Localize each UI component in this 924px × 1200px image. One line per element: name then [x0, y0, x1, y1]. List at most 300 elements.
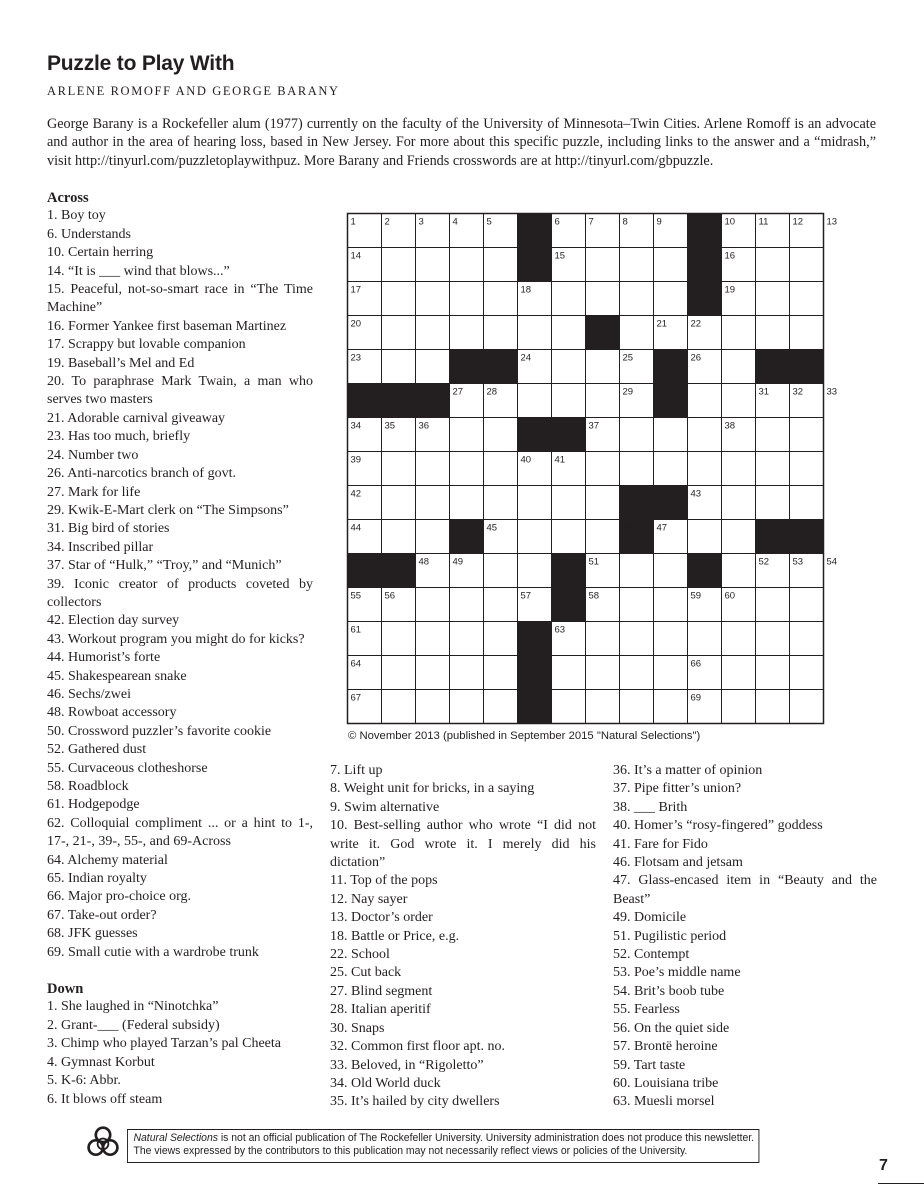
grid-cell[interactable] — [484, 316, 518, 350]
cell-number: 22 — [690, 318, 702, 330]
cell-number: 24 — [520, 352, 532, 364]
grid-cell[interactable] — [450, 248, 484, 282]
grid-cell[interactable] — [450, 418, 484, 452]
clue-item: 37. Pipe fitter’s union? — [613, 781, 742, 797]
grid-cell[interactable] — [586, 656, 620, 690]
grid-cell[interactable] — [756, 248, 790, 282]
grid-cell[interactable] — [484, 418, 518, 452]
cell-number: 66 — [690, 658, 702, 670]
grid-block — [552, 418, 586, 452]
crossword-grid[interactable] — [346, 212, 860, 726]
cell-number: 57 — [520, 590, 532, 602]
cell-number: 58 — [588, 590, 600, 602]
grid-cell[interactable] — [382, 622, 416, 656]
grid-cell[interactable] — [450, 588, 484, 622]
grid-cell[interactable] — [382, 520, 416, 554]
grid-cell[interactable] — [756, 418, 790, 452]
clue-item: 54. Brit’s boob tube — [613, 983, 725, 999]
grid-block — [790, 520, 824, 554]
clue-item: 57. Brontë heroine — [613, 1039, 718, 1055]
clues-column-3 — [613, 762, 877, 1112]
clue-item: 68. JFK guesses — [47, 926, 138, 942]
cell-number: 14 — [350, 250, 362, 262]
grid-cell[interactable] — [552, 656, 586, 690]
clue-item: 29. Kwik-E-Mart clerk on “The Simpsons” — [47, 502, 289, 518]
grid-cell[interactable] — [450, 282, 484, 316]
down-clue-list — [47, 998, 313, 1108]
grid-cell[interactable] — [484, 486, 518, 520]
grid-cell[interactable] — [790, 418, 824, 452]
grid-cell[interactable] — [620, 690, 654, 724]
clue-item: 50. Crossword puzzler’s favorite cookie — [47, 723, 272, 739]
clue-item: 1. She laughed in “Ninotchka” — [47, 999, 219, 1015]
grid-cell[interactable] — [688, 384, 722, 418]
cell-number: 59 — [690, 590, 702, 602]
clue-item: 21. Adorable carnival giveaway — [47, 410, 226, 426]
grid-cell[interactable] — [756, 622, 790, 656]
grid-cell[interactable] — [382, 690, 416, 724]
clue-item: 8. Weight unit for bricks, in a saying — [330, 781, 535, 797]
grid-cell[interactable] — [654, 588, 688, 622]
grid-cell[interactable] — [756, 282, 790, 316]
grid-cell[interactable] — [722, 554, 756, 588]
disclaimer-line-1: is not an official publication of The Rockefeller University. University administration does not produce this newsletter. — [217, 1132, 755, 1144]
grid-cell[interactable] — [450, 656, 484, 690]
cell-number: 15 — [554, 250, 566, 262]
clue-item: 15. Peaceful, not-so-smart race in “The Time Machine” — [47, 282, 313, 316]
clue-item: 69. Small cutie with a wardrobe trunk — [47, 944, 259, 960]
clue-item: 37. Star of “Hulk,” “Troy,” and “Munich” — [47, 558, 282, 574]
page-rule — [878, 1183, 924, 1184]
grid-block — [382, 384, 416, 418]
cell-number: 47 — [656, 522, 668, 534]
grid-cell[interactable] — [620, 316, 654, 350]
cell-number: 28 — [486, 386, 498, 398]
cell-number: 31 — [758, 386, 770, 398]
grid-cell[interactable] — [620, 656, 654, 690]
clue-item: 45. Shakespearean snake — [47, 668, 187, 684]
grid-cell[interactable] — [790, 486, 824, 520]
clue-item: 19. Baseball’s Mel and Ed — [47, 355, 195, 371]
clue-item: 10. Certain herring — [47, 245, 154, 261]
grid-cell[interactable] — [790, 690, 824, 724]
down-heading: Down — [47, 981, 84, 998]
cell-number: 42 — [350, 488, 362, 500]
clue-item: 60. Louisiana tribe — [613, 1075, 719, 1091]
clue-item: 18. Battle or Price, e.g. — [330, 928, 460, 944]
clue-item: 56. On the quiet side — [613, 1020, 730, 1036]
clue-item: 11. Top of the pops — [330, 873, 438, 889]
clue-item: 63. Muesli morsel — [613, 1094, 715, 1110]
cell-number: 11 — [758, 216, 769, 228]
grid-cell[interactable] — [654, 690, 688, 724]
cell-number: 35 — [384, 420, 396, 432]
cell-number: 13 — [826, 216, 838, 228]
grid-cell[interactable] — [382, 486, 416, 520]
grid-cell[interactable] — [382, 350, 416, 384]
grid-block — [518, 418, 552, 452]
cell-number: 69 — [690, 692, 702, 704]
grid-block — [518, 214, 552, 248]
cell-number: 52 — [758, 556, 770, 568]
biohazard-icon — [85, 1125, 121, 1161]
grid-block — [484, 350, 518, 384]
clue-item: 32. Common first floor apt. no. — [330, 1039, 505, 1055]
grid-cell[interactable] — [722, 384, 756, 418]
grid-block — [756, 520, 790, 554]
grid-cell[interactable] — [790, 656, 824, 690]
grid-cell[interactable] — [382, 656, 416, 690]
grid-cell[interactable] — [382, 316, 416, 350]
clue-item: 36. It’s a matter of opinion — [613, 763, 763, 778]
grid-cell[interactable] — [416, 656, 450, 690]
cell-number: 62 — [520, 624, 532, 636]
grid-block — [654, 350, 688, 384]
clue-item: 10. Best-selling author who wrote “I did not write it. God wrote it. I merely did his dictation” — [330, 818, 596, 871]
clue-item: 34. Inscribed pillar — [47, 539, 154, 555]
grid-cell[interactable] — [756, 452, 790, 486]
grid-cell[interactable] — [416, 282, 450, 316]
grid-cell[interactable] — [416, 248, 450, 282]
cell-number: 17 — [350, 284, 362, 296]
cell-number: 68 — [520, 692, 532, 704]
cell-number: 18 — [520, 284, 532, 296]
clue-item: 65. Indian royalty — [47, 871, 147, 887]
grid-cell[interactable] — [586, 248, 620, 282]
cell-number: 29 — [622, 386, 634, 398]
cell-number: 49 — [452, 556, 464, 568]
cell-number: 27 — [452, 386, 464, 398]
cell-number: 2 — [384, 216, 390, 228]
clues-column-1 — [47, 189, 313, 1109]
grid-cell[interactable] — [552, 520, 586, 554]
grid-block — [790, 350, 824, 384]
grid-cell[interactable] — [688, 622, 722, 656]
cell-number: 26 — [690, 352, 702, 364]
grid-block — [586, 316, 620, 350]
grid-cell[interactable] — [756, 588, 790, 622]
grid-cell[interactable] — [654, 452, 688, 486]
clue-item: 38. ___ Brith — [613, 799, 688, 815]
grid-cell[interactable] — [654, 622, 688, 656]
clue-item: 55. Curvaceous clotheshorse — [47, 760, 208, 776]
grid-cell[interactable] — [620, 554, 654, 588]
disclaimer-line-2: The views expressed by the contributors to this publication may not necessarily reflect views or policies of the University. — [133, 1144, 688, 1157]
cell-number: 12 — [792, 216, 804, 228]
grid-block — [348, 554, 382, 588]
clue-item: 22. School — [330, 947, 390, 963]
clue-item: 62. Colloquial compliment ... or a hint to 1-, 17-, 21-, 39-, 55-, and 69-Across — [47, 815, 313, 850]
page-number: 7 — [879, 1157, 888, 1174]
grid-cell[interactable] — [790, 248, 824, 282]
clue-item: 40. Homer’s “rosy-fingered” goddess — [613, 818, 823, 834]
grid-cell[interactable] — [518, 384, 552, 418]
cell-number: 67 — [350, 692, 362, 704]
grid-cell[interactable] — [552, 486, 586, 520]
grid-cell[interactable] — [450, 622, 484, 656]
grid-cell[interactable] — [416, 452, 450, 486]
grid-cell[interactable] — [586, 690, 620, 724]
grid-cell[interactable] — [484, 554, 518, 588]
grid-cell[interactable] — [416, 350, 450, 384]
cell-number: 6 — [554, 216, 560, 228]
cell-number: 55 — [350, 590, 362, 602]
grid-block — [450, 520, 484, 554]
clue-item: 2. Grant-___ (Federal subsidy) — [47, 1017, 220, 1033]
grid-cell[interactable] — [450, 316, 484, 350]
clue-item: 7. Lift up — [330, 763, 383, 778]
grid-block — [688, 282, 722, 316]
grid-cell[interactable] — [722, 316, 756, 350]
grid-cell[interactable] — [790, 282, 824, 316]
grid-block — [450, 350, 484, 384]
cell-number: 41 — [554, 454, 566, 466]
grid-cell[interactable] — [620, 622, 654, 656]
cell-number: 46 — [622, 522, 634, 534]
grid-cell[interactable] — [416, 316, 450, 350]
grid-cell[interactable] — [756, 316, 790, 350]
grid-cell[interactable] — [586, 622, 620, 656]
clue-item: 64. Alchemy material — [47, 852, 168, 868]
grid-cell[interactable] — [416, 486, 450, 520]
clue-item: 34. Old World duck — [330, 1075, 441, 1091]
grid-cell[interactable] — [722, 520, 756, 554]
clue-item: 43. Workout program you might do for kicks? — [47, 631, 305, 647]
clue-item: 27. Mark for life — [47, 484, 141, 500]
grid-block — [416, 384, 450, 418]
clue-item: 9. Swim alternative — [330, 799, 440, 815]
grid-cell[interactable] — [484, 588, 518, 622]
grid-cell[interactable] — [790, 316, 824, 350]
cell-number: 53 — [792, 556, 804, 568]
grid-cell[interactable] — [654, 418, 688, 452]
grid-cell[interactable] — [382, 452, 416, 486]
grid-block — [382, 554, 416, 588]
grid-cell[interactable] — [586, 486, 620, 520]
grid-cell[interactable] — [790, 452, 824, 486]
grid-cell[interactable] — [518, 486, 552, 520]
grid-cell[interactable] — [518, 520, 552, 554]
clue-item: 5. K-6: Abbr. — [47, 1073, 121, 1089]
cell-number: 19 — [724, 284, 736, 296]
clue-item: 48. Rowboat accessory — [47, 705, 177, 721]
grid-cell[interactable] — [688, 452, 722, 486]
grid-cell[interactable] — [586, 350, 620, 384]
disclaimer-box — [127, 1129, 759, 1163]
grid-cell[interactable] — [654, 282, 688, 316]
grid-cell[interactable] — [552, 282, 586, 316]
grid-cell[interactable] — [382, 282, 416, 316]
copyright-note: © November 2013 (published in September 2015 "Natural Selections") — [348, 730, 701, 742]
cell-number: 34 — [350, 420, 362, 432]
grid-cell[interactable] — [450, 452, 484, 486]
across-heading: Across — [47, 190, 89, 206]
cell-number: 10 — [724, 216, 736, 228]
cell-number: 30 — [656, 386, 668, 398]
cell-number: 16 — [724, 250, 736, 262]
grid-cell[interactable] — [722, 350, 756, 384]
clue-item: 17. Scrappy but lovable companion — [47, 337, 246, 353]
cell-number: 63 — [554, 624, 566, 636]
grid-block — [518, 248, 552, 282]
clue-item: 47. Glass-encased item in “Beauty and the Beast” — [613, 873, 877, 907]
cell-number: 21 — [656, 318, 668, 330]
cell-number: 45 — [486, 522, 498, 534]
grid-cell[interactable] — [654, 656, 688, 690]
grid-cell[interactable] — [722, 690, 756, 724]
grid-cell[interactable] — [620, 588, 654, 622]
grid-cell[interactable] — [484, 622, 518, 656]
clue-item: 30. Snaps — [330, 1020, 385, 1036]
cell-number: 37 — [588, 420, 600, 432]
cell-number: 40 — [520, 454, 532, 466]
grid-cell[interactable] — [688, 520, 722, 554]
cell-number: 56 — [384, 590, 396, 602]
grid-block — [654, 486, 688, 520]
grid-cell[interactable] — [552, 316, 586, 350]
clue-item: 3. Chimp who played Tarzan’s pal Cheeta — [47, 1036, 281, 1052]
grid-cell[interactable] — [654, 248, 688, 282]
grid-cell[interactable] — [688, 418, 722, 452]
grid-cell[interactable] — [518, 316, 552, 350]
grid-cell[interactable] — [722, 622, 756, 656]
clue-item: 31. Big bird of stories — [47, 521, 170, 537]
clue-item: 6. It blows off steam — [47, 1091, 163, 1107]
grid-cell[interactable] — [790, 588, 824, 622]
cell-number: 20 — [350, 318, 362, 330]
grid-block — [688, 554, 722, 588]
grid-block — [348, 384, 382, 418]
grid-cell[interactable] — [450, 486, 484, 520]
grid-cell[interactable] — [552, 384, 586, 418]
clue-item: 49. Domicile — [613, 910, 687, 926]
clue-item: 52. Gathered dust — [47, 742, 147, 758]
clue-item: 67. Take-out order? — [47, 907, 157, 923]
page-title: Puzzle to Play With — [47, 52, 235, 75]
grid-cell[interactable] — [484, 690, 518, 724]
across-clue-list — [47, 207, 313, 962]
grid-cell[interactable] — [620, 248, 654, 282]
grid-cell[interactable] — [484, 452, 518, 486]
clue-item: 55. Fearless — [613, 1002, 680, 1018]
clue-item: 42. Election day survey — [47, 613, 180, 629]
byline: ARLENE ROMOFF AND GEORGE BARANY — [47, 84, 340, 98]
clue-item: 25. Cut back — [330, 965, 402, 981]
cell-number: 1 — [350, 216, 356, 228]
cell-number: 3 — [418, 216, 424, 228]
grid-cell[interactable] — [722, 656, 756, 690]
clue-item: 61. Hodgepodge — [47, 797, 140, 813]
grid-cell[interactable] — [416, 520, 450, 554]
cell-number: 23 — [350, 352, 362, 364]
cell-number: 54 — [826, 556, 838, 568]
grid-block — [620, 486, 654, 520]
grid-block — [756, 350, 790, 384]
grid-block — [688, 248, 722, 282]
grid-cell[interactable] — [382, 248, 416, 282]
grid-cell[interactable] — [790, 622, 824, 656]
clue-item: 66. Major pro-choice org. — [47, 889, 191, 905]
clue-item: 46. Flotsam and jetsam — [613, 855, 743, 871]
cell-number: 36 — [418, 420, 430, 432]
grid-cell[interactable] — [416, 588, 450, 622]
grid-block — [552, 588, 586, 622]
cell-number: 44 — [350, 522, 362, 534]
clue-item: 35. It’s hailed by city dwellers — [330, 1094, 500, 1110]
grid-cell[interactable] — [586, 452, 620, 486]
clue-item: 13. Doctor’s order — [330, 910, 433, 926]
down-clue-list — [613, 762, 877, 1112]
clue-item: 44. Humorist’s forte — [47, 650, 161, 666]
grid-cell[interactable] — [484, 282, 518, 316]
clue-item: 59. Tart taste — [613, 1057, 686, 1073]
grid-cell[interactable] — [654, 554, 688, 588]
clue-item: 39. Iconic creator of products coveted by collectors — [47, 576, 313, 610]
publication-name: Natural Selections — [133, 1132, 218, 1144]
cell-number: 32 — [792, 386, 804, 398]
grid-cell[interactable] — [416, 690, 450, 724]
clue-item: 6. Understands — [47, 226, 131, 242]
grid-cell[interactable] — [620, 452, 654, 486]
grid-cell[interactable] — [722, 452, 756, 486]
cell-number: 61 — [350, 624, 362, 636]
grid-cell[interactable] — [620, 418, 654, 452]
cell-number: 7 — [588, 216, 594, 228]
intro-paragraph: George Barany is a Rockefeller alum (1977) currently on the faculty of the University of Minnesota–Twin Cities. Arlene Romoff is an advocate and author in the area of hearing loss, based in New Jersey. For more about this specific puzzle, including links to the answer and a “midrash,” visit http://tinyurl.com/puzzletoplaywithpuz. More Barany and Friends crosswords are at http://tinyurl.com/gbpuzzle. — [47, 116, 876, 169]
grid-cell[interactable] — [416, 622, 450, 656]
grid-cell[interactable] — [586, 384, 620, 418]
grid-cell[interactable] — [586, 520, 620, 554]
cell-number: 51 — [588, 556, 600, 568]
grid-cell[interactable] — [586, 282, 620, 316]
clue-item: 46. Sechs/zwei — [47, 686, 131, 702]
cell-number: 4 — [452, 216, 458, 228]
grid-cell[interactable] — [756, 486, 790, 520]
grid-cell[interactable] — [620, 282, 654, 316]
cell-number: 50 — [554, 556, 566, 568]
cell-number: 64 — [350, 658, 362, 670]
clue-item: 58. Roadblock — [47, 779, 129, 794]
clue-item: 27. Blind segment — [330, 983, 433, 999]
clue-item: 51. Pugilistic period — [613, 928, 727, 944]
grid-block — [688, 214, 722, 248]
clue-item: 52. Contempt — [613, 947, 690, 963]
clue-item: 12. Nay sayer — [330, 891, 408, 907]
cell-number: 60 — [724, 590, 736, 602]
clue-item: 24. Number two — [47, 447, 139, 463]
grid-cell[interactable] — [450, 690, 484, 724]
grid-cell[interactable] — [552, 690, 586, 724]
clue-item: 1. Boy toy — [47, 208, 106, 224]
clue-item: 33. Beloved, in “Rigoletto” — [330, 1057, 484, 1073]
down-clue-list — [330, 762, 596, 1112]
grid-cell[interactable] — [722, 486, 756, 520]
grid-cell[interactable] — [484, 656, 518, 690]
clue-item: 14. “It is ___ wind that blows...” — [47, 263, 230, 279]
cell-number: 33 — [826, 386, 838, 398]
grid-cell[interactable] — [552, 350, 586, 384]
grid-cell[interactable] — [484, 248, 518, 282]
grid-cell[interactable] — [756, 690, 790, 724]
cell-number: 25 — [622, 352, 634, 364]
cell-number: 39 — [350, 454, 362, 466]
grid-cell[interactable] — [756, 656, 790, 690]
grid-cell[interactable] — [518, 554, 552, 588]
clue-item: 20. To paraphrase Mark Twain, a man who serves two masters — [47, 374, 313, 408]
clue-item: 23. Has too much, briefly — [47, 429, 191, 445]
clue-item: 53. Poe’s middle name — [613, 965, 741, 981]
cell-number: 8 — [622, 216, 628, 228]
